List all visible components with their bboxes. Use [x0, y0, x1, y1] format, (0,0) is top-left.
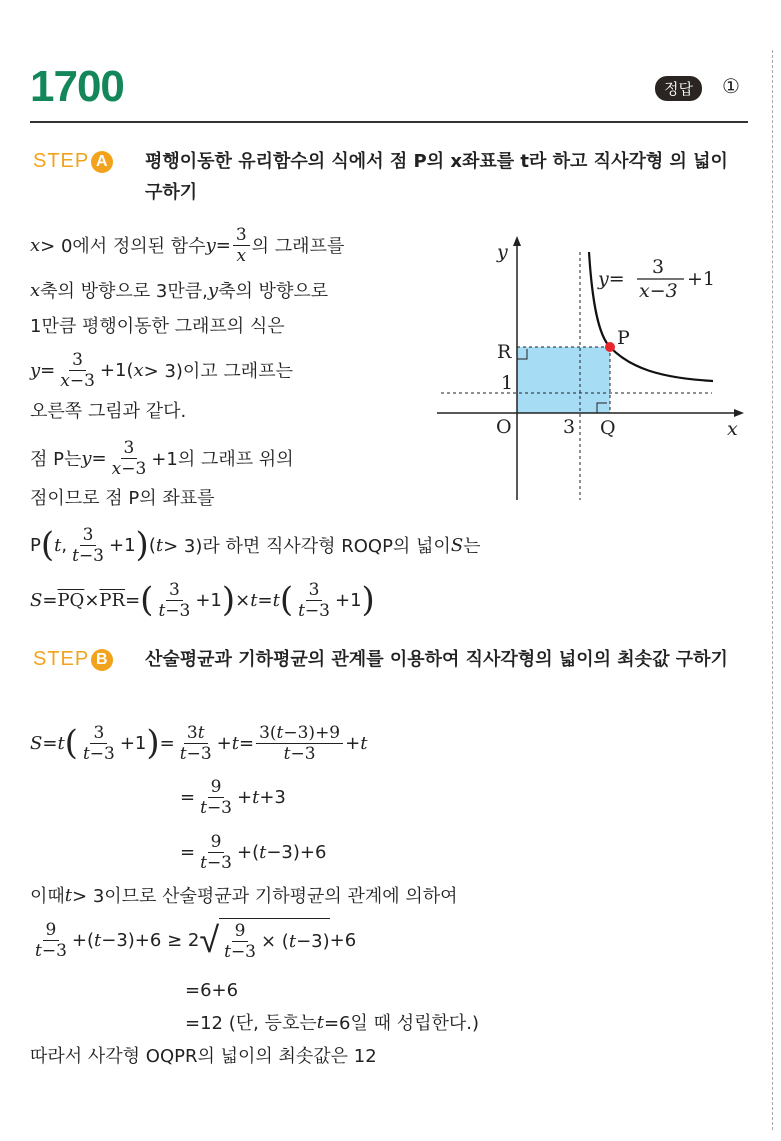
problem-number: 1700 [30, 62, 124, 111]
fraction [177, 723, 215, 764]
text: 는 [463, 536, 481, 557]
text: 의 그래프를 [251, 236, 345, 257]
text: + [237, 786, 253, 808]
text: + [345, 732, 361, 754]
parenthesis: ) [221, 580, 236, 620]
denominator [295, 601, 333, 621]
math-variable: t [54, 534, 62, 556]
line [30, 720, 367, 766]
text: = [180, 841, 196, 863]
line [30, 522, 481, 568]
numerator [121, 438, 138, 459]
text: = [238, 732, 255, 754]
math-variable: t [224, 942, 231, 962]
point-p [605, 342, 615, 352]
text: −3 [186, 743, 212, 764]
numerator [233, 225, 250, 246]
denominator [80, 744, 118, 764]
numerator [232, 921, 249, 942]
curve-eq-y: y= [598, 268, 625, 290]
numerator [43, 920, 60, 941]
line [30, 917, 356, 963]
math-variable: S [30, 732, 43, 754]
math-variable: t [197, 722, 205, 743]
text: 9 [45, 919, 57, 940]
q-label: Q [600, 417, 616, 439]
parenthesis: ( [140, 580, 154, 620]
math-variable: t [64, 884, 73, 906]
parenthesis: ) [146, 723, 160, 763]
numerator [80, 525, 97, 546]
fraction [233, 225, 250, 266]
text: × [84, 589, 100, 611]
text: 9 [210, 831, 222, 852]
text: −3 [69, 370, 95, 391]
step-b-circle: B [91, 649, 113, 671]
math-variable: x [60, 370, 70, 391]
fraction [32, 920, 70, 961]
denominator [221, 942, 259, 962]
text: = [159, 732, 175, 754]
fraction [295, 580, 333, 621]
math-variable: t [283, 743, 291, 764]
numerator [166, 580, 183, 601]
text: 점 P는 [30, 449, 82, 470]
text: −3 [121, 458, 147, 479]
fraction [57, 350, 98, 391]
math-variable: x [133, 359, 144, 381]
parenthesis: ( [64, 723, 78, 763]
denominator [197, 798, 235, 818]
text: −3)+6 [266, 841, 327, 863]
text: −3) [296, 931, 330, 952]
text: > 0에서 정의된 함수 [40, 236, 206, 257]
text: 축의 방향으로 3만큼, [40, 281, 208, 302]
numerator [256, 723, 343, 744]
line [30, 577, 375, 623]
line [30, 387, 186, 433]
curve-eq-plus: +1 [687, 268, 716, 290]
text: 점이므로 점 P의 좌표를 [30, 488, 215, 509]
parenthesis: ) [135, 525, 149, 565]
math-variable: t [250, 589, 258, 611]
x-arrow [734, 409, 744, 417]
text: P [30, 534, 41, 556]
parenthesis: ( [40, 525, 55, 565]
text: =6+6 [185, 979, 239, 1001]
text: −3)+6 ≥ 2 [101, 929, 200, 951]
math-variable: S [30, 589, 43, 611]
text: =12 (단, 등호는 [185, 1013, 317, 1034]
text: 3 [72, 349, 83, 370]
text: 3 [123, 437, 135, 458]
text: +1 [195, 589, 222, 611]
numerator [208, 777, 225, 798]
text: 9 [210, 776, 222, 797]
text: = [180, 786, 196, 808]
text: +1( [99, 359, 134, 381]
square-root [199, 918, 329, 962]
text: = [40, 359, 56, 381]
x-label: x [727, 418, 738, 440]
parenthesis: ( [279, 580, 294, 620]
fraction [80, 723, 118, 764]
radicand [219, 918, 330, 962]
math-variable: t [72, 545, 79, 566]
text: × ( [261, 931, 289, 952]
text: +1 [109, 534, 136, 556]
three-label: 3 [563, 416, 576, 438]
denominator [69, 546, 107, 566]
text: +1 [119, 732, 147, 754]
text: ( [148, 534, 156, 556]
segment: $\overline{PQ}$ [57, 589, 85, 611]
step-b-label [33, 648, 113, 671]
curve-eq-den: x−3 [639, 280, 678, 302]
text: 1만큼 평행이동한 그래프의 식은 [30, 316, 285, 337]
y-arrow [513, 236, 521, 246]
math-variable: y [30, 359, 41, 381]
fraction [256, 723, 343, 764]
denominator [233, 246, 249, 266]
numerator [90, 723, 107, 744]
one-label: 1 [501, 372, 514, 394]
text: + [216, 732, 232, 754]
text: −3 [230, 942, 256, 962]
math-variable: t [82, 743, 90, 764]
text: = [125, 589, 141, 611]
line [30, 222, 344, 268]
math-variable: t [94, 929, 102, 951]
text: −3)+9 [283, 722, 341, 743]
math-variable: t [276, 722, 284, 743]
math-variable: t [155, 534, 164, 556]
text: = [42, 589, 58, 611]
text: −3 [290, 743, 316, 764]
line [180, 829, 326, 875]
text: −3 [165, 600, 191, 621]
r-label: R [497, 341, 512, 363]
math-variable: t [57, 732, 65, 754]
fraction [197, 777, 235, 818]
math-variable: t [298, 600, 305, 621]
step-text: STEP [33, 150, 90, 172]
text: −3 [78, 545, 104, 566]
numerator [184, 723, 208, 744]
numerator [208, 832, 225, 853]
fraction [221, 921, 259, 962]
text: 3 [82, 524, 94, 545]
math-variable: t [231, 732, 239, 754]
p-label: P [617, 327, 630, 349]
segment: $\overline{PR}$ [99, 589, 126, 611]
rectangle-roqp [517, 347, 610, 413]
math-variable: t [252, 786, 260, 808]
text: 3( [259, 722, 277, 743]
math-variable: t [259, 841, 267, 863]
text: 3 [186, 722, 198, 743]
fraction [155, 580, 193, 621]
step-b-title: 산술평균과 기하평균의 관계를 이용하여 직사각형의 넓이의 최솟값 구하기 [145, 649, 728, 670]
text: , [61, 534, 68, 556]
text: = [42, 732, 58, 754]
text: = [257, 589, 273, 611]
math-variable: x [30, 279, 41, 301]
fraction [69, 525, 107, 566]
denominator [281, 744, 319, 764]
denominator [197, 853, 235, 873]
math-variable: t [360, 732, 368, 754]
step-text: STEP [33, 648, 90, 670]
text: 따라서 사각형 OQPR의 넓이의 최솟값은 12 [30, 1046, 377, 1067]
math-variable: t [200, 852, 207, 873]
math-variable: y [81, 447, 92, 469]
math-variable: S [450, 534, 464, 556]
numerator [306, 580, 323, 601]
text: =6일 때 성립한다.) [323, 1013, 480, 1034]
math-variable: y [207, 279, 219, 301]
answer-badge: 정답 [655, 76, 702, 101]
text: +6 [329, 929, 357, 951]
math-variable: t [200, 797, 207, 818]
text: +1의 그래프 위의 [151, 449, 294, 470]
origin-label: O [496, 416, 512, 438]
math-variable: t [35, 940, 42, 961]
text: +( [237, 841, 260, 863]
step-a-circle: A [91, 151, 113, 173]
line [180, 774, 286, 820]
radical-sign: √ [199, 920, 220, 961]
text: 이때 [30, 886, 65, 907]
text: −3 [304, 600, 330, 621]
line [30, 302, 285, 348]
text: 3 [308, 579, 320, 600]
text: −3 [206, 852, 232, 873]
text: 3 [93, 722, 105, 743]
text: > 3이므로 산술평균과 기하평균의 관계에 의하여 [72, 886, 458, 907]
denominator [177, 744, 215, 764]
text: +( [71, 929, 95, 951]
math-variable: t [288, 931, 297, 952]
math-variable: x [236, 245, 247, 266]
math-variable: x [30, 234, 41, 256]
text: +3 [259, 786, 286, 808]
line [30, 1032, 377, 1078]
text: 9 [234, 921, 246, 941]
text: 오른쪽 그림과 같다. [30, 401, 187, 422]
denominator [32, 941, 70, 961]
answer-value: ① [722, 74, 740, 98]
math-variable: t [272, 589, 280, 611]
text: 3 [168, 579, 180, 600]
math-variable: x [111, 458, 122, 479]
text: −3 [206, 797, 232, 818]
text: = [215, 234, 231, 256]
line [30, 872, 458, 918]
text: × [235, 589, 251, 611]
math-variable: t [158, 600, 166, 621]
numerator [69, 350, 86, 371]
denominator [155, 601, 193, 621]
text: −3 [41, 940, 67, 961]
line [30, 474, 215, 520]
text: 3 [235, 224, 247, 245]
text: = [91, 447, 107, 469]
math-variable: t [179, 743, 187, 764]
curve-eq-num: 3 [652, 256, 665, 278]
text: > 3)이고 그래프는 [143, 361, 293, 382]
math-variable: t [316, 1011, 324, 1033]
text: +1 [334, 589, 362, 611]
fraction [197, 832, 235, 873]
parenthesis: ) [361, 580, 375, 620]
fraction [109, 438, 150, 479]
text: > 3)라 하면 직사각형 ROQP의 넓이 [163, 536, 451, 557]
step-a-title: 평행이동한 유리함수의 식에서 점 P의 x좌표를 t라 하고 직사각형 의 넓이 구하기 [145, 151, 728, 203]
text: −3 [89, 743, 115, 764]
math-variable: y [205, 234, 216, 256]
text: 축의 방향으로 [218, 281, 329, 302]
y-label: y [497, 241, 508, 263]
